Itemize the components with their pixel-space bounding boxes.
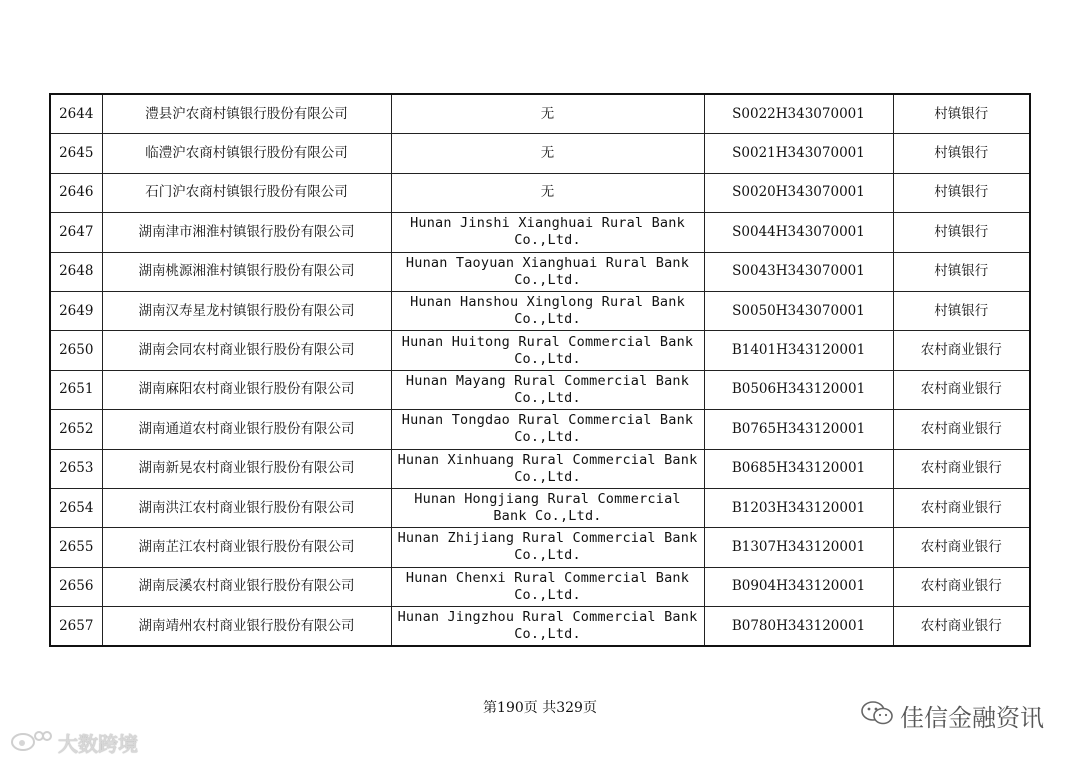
bank-name-chinese: 临澧沪农商村镇银行股份有限公司 [102, 134, 391, 173]
institution-type: 农村商业银行 [893, 370, 1030, 409]
institution-code: B1401H343120001 [704, 331, 893, 370]
bank-name-chinese: 湖南洪江农村商业银行股份有限公司 [102, 488, 391, 527]
row-number: 2651 [50, 370, 102, 409]
institution-code: S0020H343070001 [704, 173, 893, 212]
bank-name-english: 无 [391, 94, 704, 134]
institution-code: B0765H343120001 [704, 410, 893, 449]
bank-name-chinese: 湖南桃源湘淮村镇银行股份有限公司 [102, 252, 391, 291]
institution-type: 农村商业银行 [893, 449, 1030, 488]
institution-code: B1307H343120001 [704, 528, 893, 567]
table-body [50, 94, 1030, 646]
institution-type: 村镇银行 [893, 173, 1030, 212]
row-number: 2646 [50, 173, 102, 212]
institution-code: S0021H343070001 [704, 134, 893, 173]
bank-name-chinese: 湖南辰溪农村商业银行股份有限公司 [102, 567, 391, 606]
bank-name-english: Hunan Zhijiang Rural Commercial Bank Co.,Ltd. [391, 528, 704, 567]
bank-name-english: Hunan Huitong Rural Commercial Bank Co.,Ltd. [391, 331, 704, 370]
bank-name-chinese: 石门沪农商村镇银行股份有限公司 [102, 173, 391, 212]
bank-name-english: Hunan Jingzhou Rural Commercial Bank Co.,Ltd. [391, 607, 704, 647]
row-number: 2645 [50, 134, 102, 173]
institution-code: S0022H343070001 [704, 94, 893, 134]
table-row [50, 134, 1030, 173]
institution-type: 农村商业银行 [893, 410, 1030, 449]
institution-code: S0044H343070001 [704, 213, 893, 252]
bank-name-english: Hunan Jinshi Xianghuai Rural Bank Co.,Ltd. [391, 213, 704, 252]
institution-code: B0780H343120001 [704, 607, 893, 647]
watermark-text: 佳信金融资讯 [900, 704, 1044, 732]
institution-type: 农村商业银行 [893, 488, 1030, 527]
row-number: 2644 [50, 94, 102, 134]
page-number: 第190页 共329页 [483, 700, 597, 716]
institution-code: B0685H343120001 [704, 449, 893, 488]
bank-name-chinese: 湖南麻阳农村商业银行股份有限公司 [102, 370, 391, 409]
institution-code: S0050H343070001 [704, 291, 893, 330]
row-number: 2648 [50, 252, 102, 291]
table-row [50, 410, 1030, 449]
bank-name-chinese: 湖南新晃农村商业银行股份有限公司 [102, 449, 391, 488]
bank-name-english: 无 [391, 173, 704, 212]
bank-name-english: Hunan Mayang Rural Commercial Bank Co.,Ltd. [391, 370, 704, 409]
bank-name-english: Hunan Hongjiang Rural Commercial Bank Co.,Ltd. [391, 488, 704, 527]
row-number: 2647 [50, 213, 102, 252]
table-row [50, 173, 1030, 212]
bank-name-english: Hunan Hanshou Xinglong Rural Bank Co.,Ltd. [391, 291, 704, 330]
bank-name-chinese: 澧县沪农商村镇银行股份有限公司 [102, 94, 391, 134]
weibo-icon [10, 728, 52, 757]
bank-name-chinese: 湖南靖州农村商业银行股份有限公司 [102, 607, 391, 647]
row-number: 2657 [50, 607, 102, 647]
table-row [50, 252, 1030, 291]
institution-type: 农村商业银行 [893, 331, 1030, 370]
institution-type: 农村商业银行 [893, 607, 1030, 647]
table-row [50, 567, 1030, 606]
bank-name-chinese: 湖南会同农村商业银行股份有限公司 [102, 331, 391, 370]
institution-type: 村镇银行 [893, 134, 1030, 173]
bank-name-chinese: 湖南汉寿星龙村镇银行股份有限公司 [102, 291, 391, 330]
row-number: 2650 [50, 331, 102, 370]
institution-type: 农村商业银行 [893, 528, 1030, 567]
institution-code: B0506H343120001 [704, 370, 893, 409]
row-number: 2654 [50, 488, 102, 527]
row-number: 2656 [50, 567, 102, 606]
table-row [50, 370, 1030, 409]
institution-code: B1203H343120001 [704, 488, 893, 527]
bank-name-chinese: 湖南津市湘淮村镇银行股份有限公司 [102, 213, 391, 252]
institution-code: B0904H343120001 [704, 567, 893, 606]
watermark-wechat [860, 698, 1044, 733]
institution-type: 村镇银行 [893, 252, 1030, 291]
table-row [50, 213, 1030, 252]
row-number: 2649 [50, 291, 102, 330]
institution-code: S0043H343070001 [704, 252, 893, 291]
watermark-weibo [10, 728, 138, 757]
table-row [50, 94, 1030, 134]
bank-registry-table [49, 93, 1031, 647]
bank-name-chinese: 湖南芷江农村商业银行股份有限公司 [102, 528, 391, 567]
table-row [50, 528, 1030, 567]
table-row [50, 331, 1030, 370]
table-row [50, 291, 1030, 330]
bank-name-english: Hunan Tongdao Rural Commercial Bank Co.,Ltd. [391, 410, 704, 449]
table-row [50, 607, 1030, 647]
row-number: 2653 [50, 449, 102, 488]
bank-name-chinese: 湖南通道农村商业银行股份有限公司 [102, 410, 391, 449]
institution-type: 村镇银行 [893, 291, 1030, 330]
table-row [50, 449, 1030, 488]
bank-name-english: 无 [391, 134, 704, 173]
institution-type: 农村商业银行 [893, 567, 1030, 606]
bank-name-english: Hunan Chenxi Rural Commercial Bank Co.,Ltd. [391, 567, 704, 606]
institution-type: 村镇银行 [893, 94, 1030, 134]
wechat-icon [860, 699, 894, 733]
bank-name-english: Hunan Taoyuan Xianghuai Rural Bank Co.,Ltd. [391, 252, 704, 291]
row-number: 2655 [50, 528, 102, 567]
institution-type: 村镇银行 [893, 213, 1030, 252]
row-number: 2652 [50, 410, 102, 449]
table-row [50, 488, 1030, 527]
bank-name-english: Hunan Xinhuang Rural Commercial Bank Co.,Ltd. [391, 449, 704, 488]
watermark-text: 大数跨境 [58, 732, 138, 756]
